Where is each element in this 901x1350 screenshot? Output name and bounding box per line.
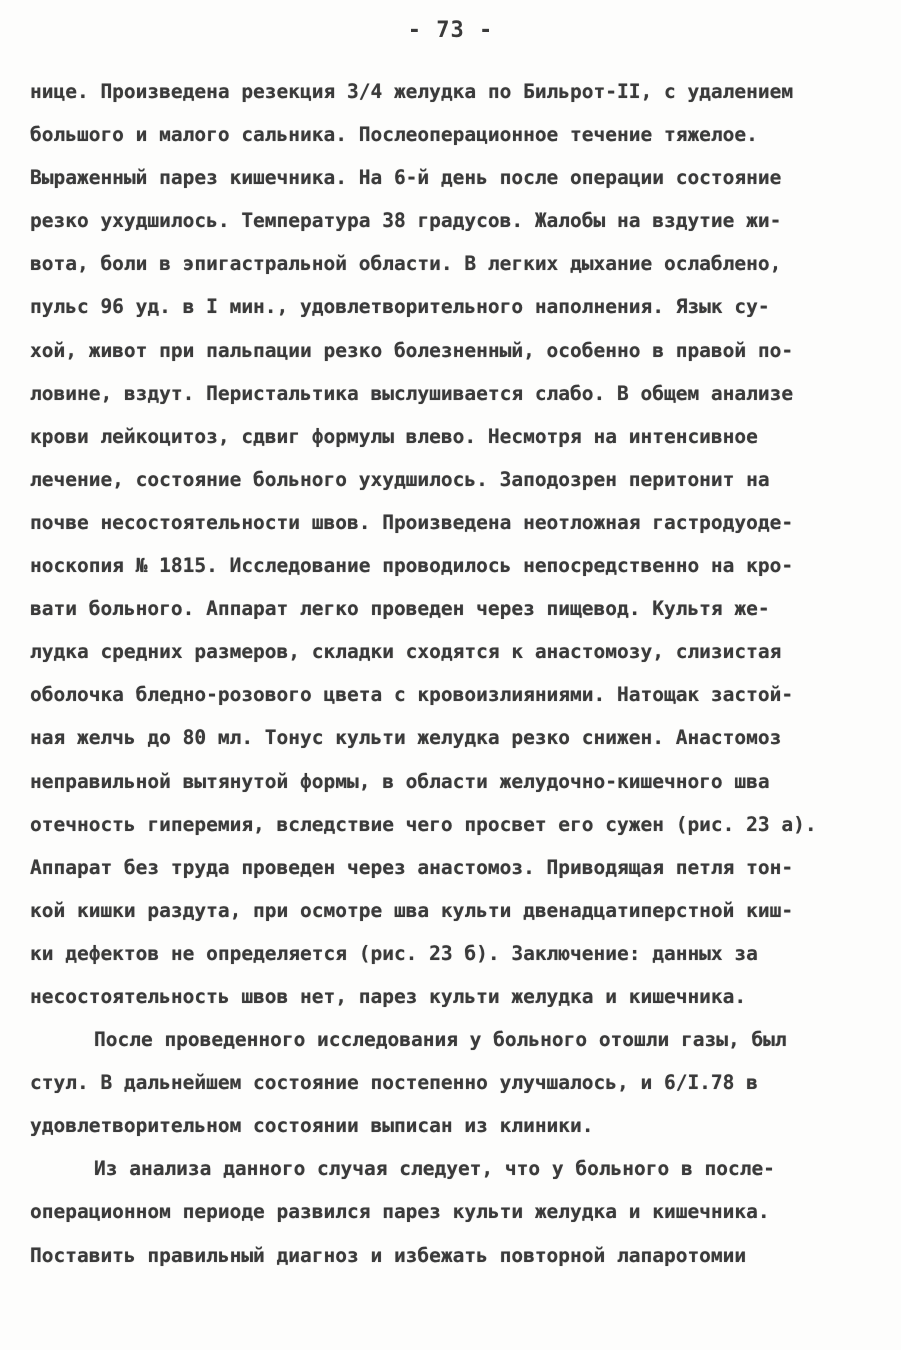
text-line: операционном периоде развился парез культи желудка и кишечника. (30, 1200, 770, 1224)
text-line: крови лейкоцитоз, сдвиг формулы влево. Несмотря на интенсивное (30, 424, 758, 448)
text-line: ки дефектов не определяется (рис. 23 б). Заключение: данных за (30, 941, 758, 965)
text-line: резко ухудшилось. Температура 38 градусов. Жалобы на вздутие жи- (30, 209, 782, 233)
text-line: несостоятельность швов нет, парез культи желудка и кишечника. (30, 984, 747, 1008)
text-line: ловине, вздут. Перистальтика выслушивается слабо. В общем анализе (30, 381, 794, 405)
text-line: почве несостоятельности швов. Произведена неотложная гастродуоде- (30, 510, 794, 534)
text-line: ная желчь до 80 мл. Тонус культи желудка резко снижен. Анастомоз (30, 726, 782, 750)
text-line: отечность гиперемия, вследствие чего просвет его сужен (рис. 23 а). (30, 812, 817, 836)
text-line: носкопия № 1815. Исследование проводилось непосредственно на кро- (30, 554, 794, 578)
text-line: хой, живот при пальпации резко болезненный, особенно в правой по- (30, 338, 794, 362)
text-line: Аппарат без труда проведен через анастомоз. Приводящая петля тон- (30, 855, 794, 879)
text-line: лечение, состояние больного ухудшилось. Заподозрен перитонит на (30, 467, 770, 491)
paragraph-first-line: Из анализа данного случая следует, что у больного в после- (94, 1157, 775, 1181)
paragraph-first-line: После проведенного исследования у больного отошли газы, был (94, 1028, 787, 1052)
text-line: большого и малого сальника. Послеоперационное течение тяжелое. (30, 123, 758, 147)
text-line: Выраженный парез кишечника. На 6-й день после операции состояние (30, 166, 782, 190)
text-line: вати больного. Аппарат легко проведен через пищевод. Культя же- (30, 597, 770, 621)
text-line: оболочка бледно-розового цвета с кровоизлияниями. Натощак застой- (30, 683, 794, 707)
text-line: Поставить правильный диагноз и избежать повторной лапаротомии (30, 1243, 747, 1267)
page-number: - 73 - (407, 18, 494, 43)
text-line: нице. Произведена резекция 3/4 желудка по Бильрот-II, с удалением (30, 80, 794, 103)
text-line: неправильной вытянутой формы, в области желудочно-кишечного шва (30, 769, 770, 793)
text-line: кой кишки раздута, при осмотре шва культи двенадцатиперстной киш- (30, 898, 794, 922)
text-line: вота, боли в эпигастральной области. В легких дыхание ослаблено, (30, 252, 782, 276)
text-line: удовлетворительном состоянии выписан из клиники. (30, 1114, 594, 1138)
text-line: пульс 96 уд. в I мин., удовлетворительного наполнения. Язык су- (30, 295, 770, 319)
text-line: лудка средних размеров, складки сходятся к анастомозу, слизистая (30, 640, 782, 664)
text-line: стул. В дальнейшем состояние постепенно улучшалось, и 6/I.78 в (30, 1071, 758, 1095)
body-text (30, 70, 880, 1277)
